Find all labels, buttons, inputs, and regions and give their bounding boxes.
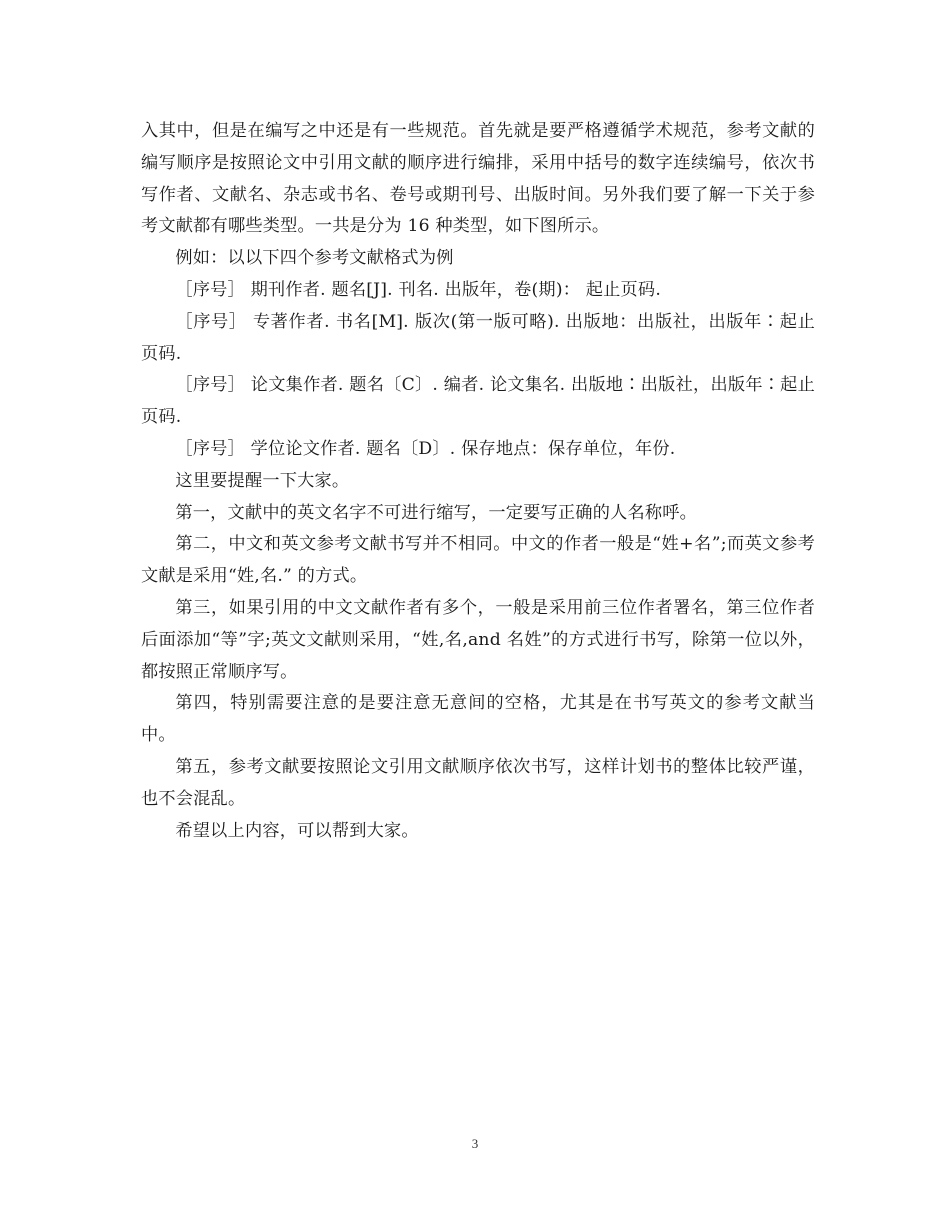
paragraph: 第四，特别需要注意的是要注意无意间的空格，尤其是在书写英文的参考文献当中。: [141, 693, 815, 746]
paragraph: 第三，如果引用的中文文献作者有多个，一般是采用前三位作者署名，第三位作者后面添加“等”字;英文文献则采用，“姓,名,and 名姓”的方式进行书写，除第一位以外，都按照正常顺序写。: [141, 597, 815, 682]
paragraph: 例如：以以下四个参考文献格式为例: [175, 248, 454, 269]
body-text: [141, 116, 815, 847]
reference-format-monograph: ［序号］ 专著作者. 书名[M]. 版次(第一版可略). 出版地：出版社，出版年∶起止页码.: [141, 311, 815, 364]
page-number: 3: [471, 1136, 479, 1151]
paragraph: 第五，参考文献要按照论文引用文献顺序依次书写，这样计划书的整体比较严谨，也不会混乱。: [141, 756, 815, 809]
paragraph: 第一，文献中的英文名字不可进行缩写，一定要写正确的人名称呼。: [175, 502, 698, 523]
reference-format-proceedings: ［序号］ 论文集作者. 题名〔C〕. 编者. 论文集名. 出版地∶出版社，出版年∶起止页码.: [141, 375, 815, 428]
paragraph: 第二，中文和英文参考文献书写并不相同。中文的作者一般是“姓+名”;而英文参考文献是采用“姓,名.” 的方式。: [141, 534, 815, 587]
paragraph: 入其中，但是在编写之中还是有一些规范。首先就是要严格遵循学术规范，参考文献的编写顺序是按照论文中引用文献的顺序进行编排，采用中括号的数字连续编号，依次书写作者、文献名、杂志或书名、卷号或期刊号、出版时间。另外我们要了解一下关于参考文献都有哪些类型。一共是分为 16 种类型，如下图所示。: [141, 121, 815, 237]
paragraph: 希望以上内容，可以帮到大家。: [175, 820, 419, 841]
reference-format-journal: ［序号］ 期刊作者. 题名[J]. 刊名. 出版年，卷(期)： 起止页码.: [175, 279, 661, 300]
paragraph: 这里要提醒一下大家。: [175, 470, 350, 491]
reference-format-thesis: ［序号］ 学位论文作者. 题名〔D〕. 保存地点：保存单位，年份.: [175, 438, 676, 459]
